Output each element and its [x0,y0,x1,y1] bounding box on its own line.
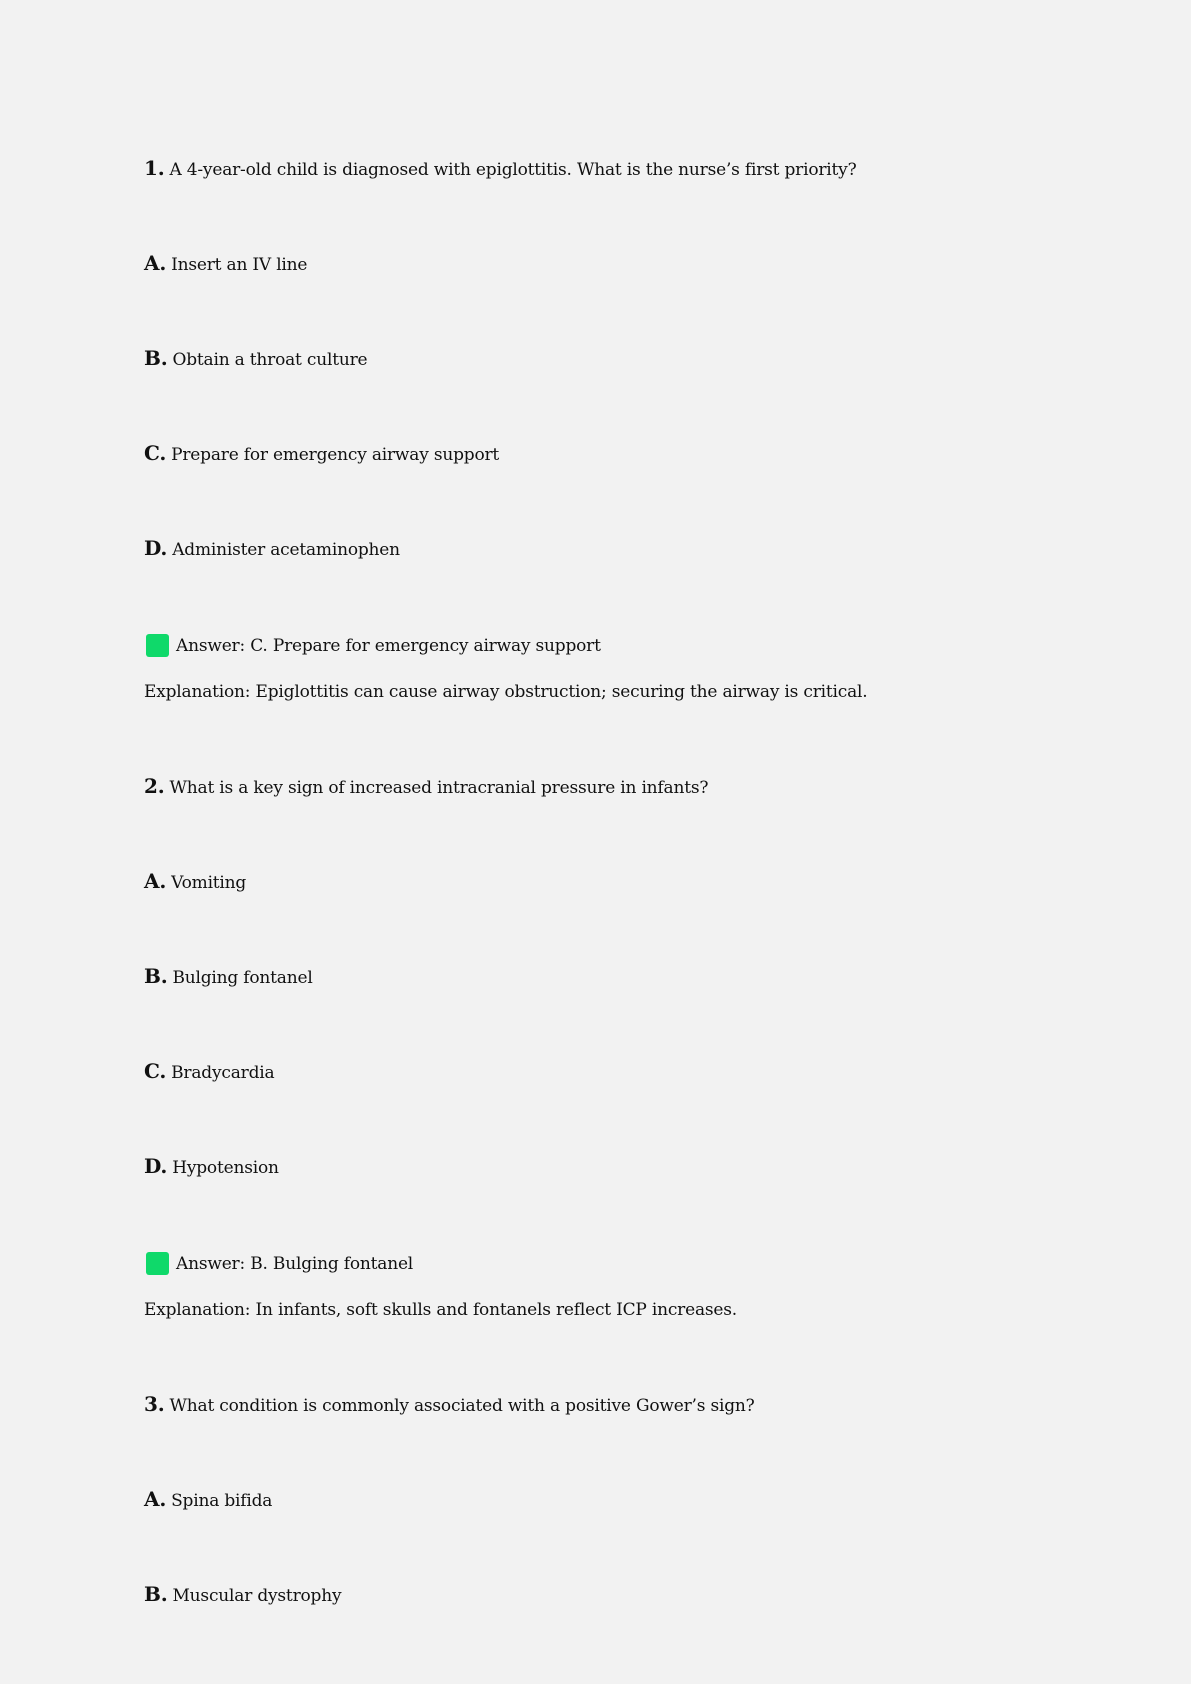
check-mark-icon [146,634,169,657]
question-1-option-a [144,252,307,276]
option-text: Hypotension [172,1158,279,1178]
question-1-explanation: Explanation: Epiglottitis can cause airway obstruction; securing the airway is critical. [144,682,868,702]
question-2 [144,775,708,799]
option-letter: D. [144,1154,168,1178]
question-text: A 4-year-old child is diagnosed with epiglottitis. What is the nurse’s first priority? [169,160,857,180]
question-text: What is a key sign of increased intracranial pressure in infants? [169,778,709,798]
question-1-option-c [144,442,499,466]
question-1-answer [146,634,601,657]
option-letter: D. [144,536,168,560]
option-letter: B. [144,964,168,988]
question-2-option-a [144,870,246,894]
option-letter: A. [144,251,167,275]
question-2-answer [146,1252,413,1275]
option-text: Vomiting [171,873,247,893]
option-letter: B. [144,346,168,370]
question-number: 1. [144,156,165,180]
question-text: What condition is commonly associated with a positive Gower’s sign? [169,1396,755,1416]
question-3 [144,1393,755,1417]
option-text: Insert an IV line [171,255,308,275]
option-letter: A. [144,869,167,893]
answer-text: Answer: B. Bulging fontanel [176,1253,414,1274]
option-text: Bulging fontanel [172,968,313,988]
question-number: 2. [144,774,165,798]
check-mark-icon [146,1252,169,1275]
answer-text: Answer: C. Prepare for emergency airway support [176,635,601,656]
option-letter: C. [144,1059,167,1083]
question-1-option-d [144,537,400,561]
question-2-option-b [144,965,313,989]
option-letter: A. [144,1487,167,1511]
question-3-option-b [144,1583,341,1607]
option-text: Administer acetaminophen [172,540,400,560]
question-2-option-d [144,1155,279,1179]
question-2-explanation: Explanation: In infants, soft skulls and fontanels reflect ICP increases. [144,1300,738,1320]
option-text: Prepare for emergency airway support [171,445,500,465]
question-2-option-c [144,1060,274,1084]
option-text: Muscular dystrophy [172,1586,342,1606]
question-1 [144,157,857,181]
question-1-option-b [144,347,367,371]
question-number: 3. [144,1392,165,1416]
option-text: Bradycardia [171,1063,275,1083]
option-text: Spina bifida [171,1491,273,1511]
question-3-option-a [144,1488,272,1512]
option-letter: C. [144,441,167,465]
option-text: Obtain a throat culture [172,350,368,370]
option-letter: B. [144,1582,168,1606]
